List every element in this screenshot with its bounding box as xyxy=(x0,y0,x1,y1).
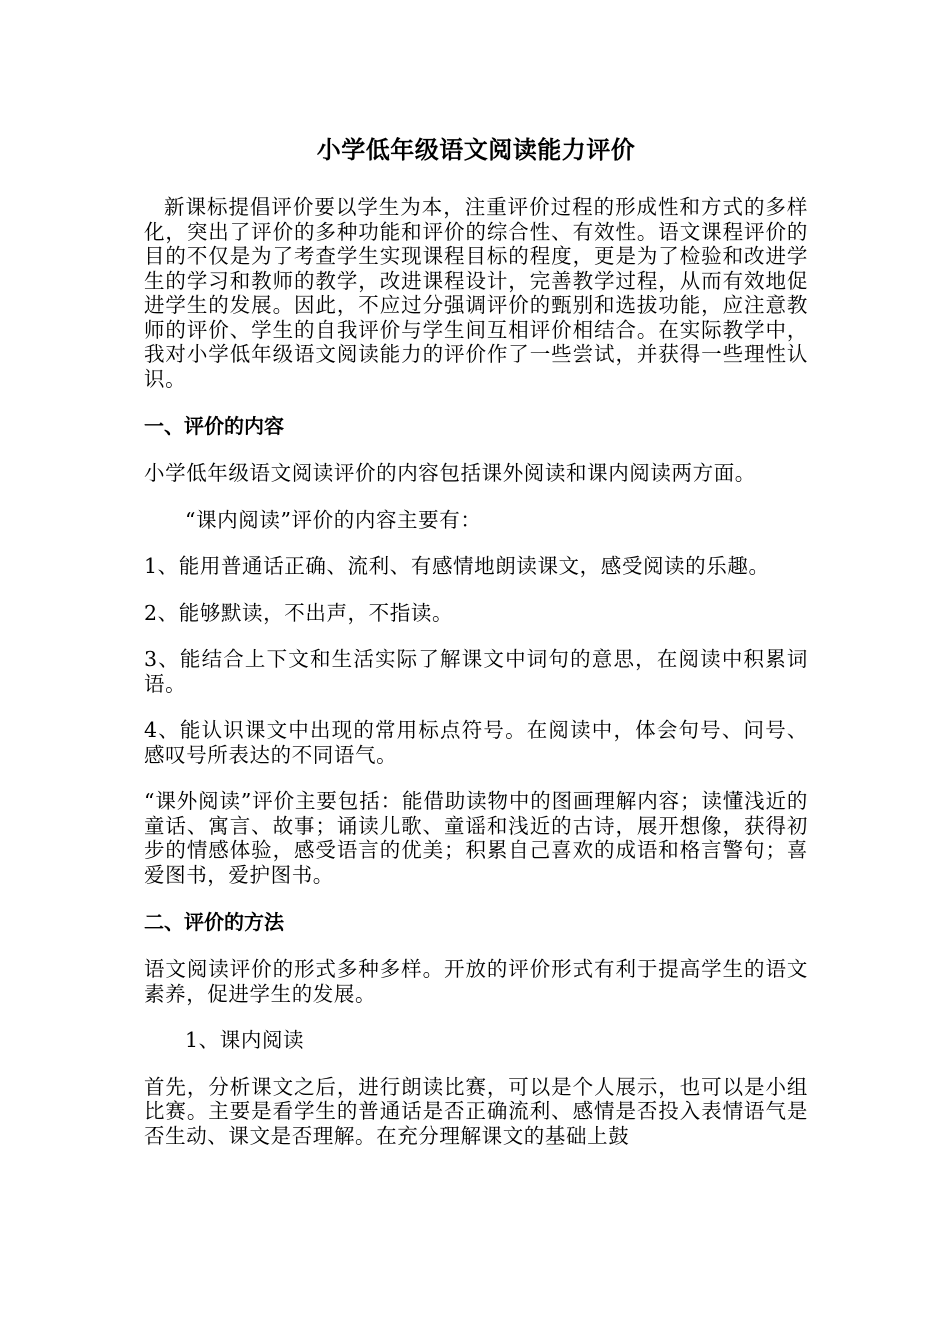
list-item-3: 3、能结合上下文和生活实际了解课文中词句的意思，在阅读中积累词语。 xyxy=(144,647,808,696)
section-heading-content: 一、评价的内容 xyxy=(144,414,284,438)
subsection-heading-in-class: 1、课内阅读 xyxy=(185,1028,305,1052)
intro-paragraph: 新课标提倡评价要以学生为本，注重评价过程的形成性和方式的多样化，突出了评价的多种功能和评价的综合性、有效性。语文课程评价的目的不仅是为了考查学生实现课程目标的程度，更是为了检验和改进学生的学习和教师的教学，改进课程设计，完善教学过程，从而有效地促进学生的发展。因此，不应过分强调评价的甄别和选拔功能，应注意教师的评价、学生的自我评价与学生间互相评价相结合。在实际教学中，我对小学低年级语文阅读能力的评价作了一些尝试，并获得一些理性认识。 xyxy=(144,195,808,391)
document-page xyxy=(144,133,808,1148)
list-item-2: 2、能够默读，不出声，不指读。 xyxy=(144,600,454,625)
section1-paragraph-3: “课外阅读”评价主要包括：能借助读物中的图画理解内容；读懂浅近的童话、寓言、故事；诵读儿歌、童谣和浅近的古诗，展开想像，获得初步的情感体验，感受语言的优美；积累自己喜欢的成语和格言警句；喜爱图书，爱护图书。 xyxy=(144,789,808,887)
list-item-1: 1、能用普通话正确、流利、有感情地朗读课文，感受阅读的乐趣。 xyxy=(144,554,770,578)
section1-paragraph-1: 小学低年级语文阅读评价的内容包括课外阅读和课内阅读两方面。 xyxy=(144,461,756,485)
list-item-4: 4、能认识课文中出现的常用标点符号。在阅读中，体会句号、问号、感叹号所表达的不同语气。 xyxy=(144,718,808,767)
document-title: 小学低年级语文阅读能力评价 xyxy=(316,136,636,164)
section2-paragraph-1: 语文阅读评价的形式多种多样。开放的评价形式有利于提高学生的语文素养，促进学生的发展。 xyxy=(144,957,808,1006)
section2-paragraph-2: 首先，分析课文之后，进行朗读比赛，可以是个人展示，也可以是小组比赛。主要是看学生的普通话是否正确流利、感情是否投入表情语气是否生动、课文是否理解。在充分理解课文的基础上鼓 xyxy=(144,1074,808,1148)
section-heading-method: 二、评价的方法 xyxy=(144,910,284,934)
section1-paragraph-2: “课内阅读”评价的内容主要有： xyxy=(185,507,482,532)
